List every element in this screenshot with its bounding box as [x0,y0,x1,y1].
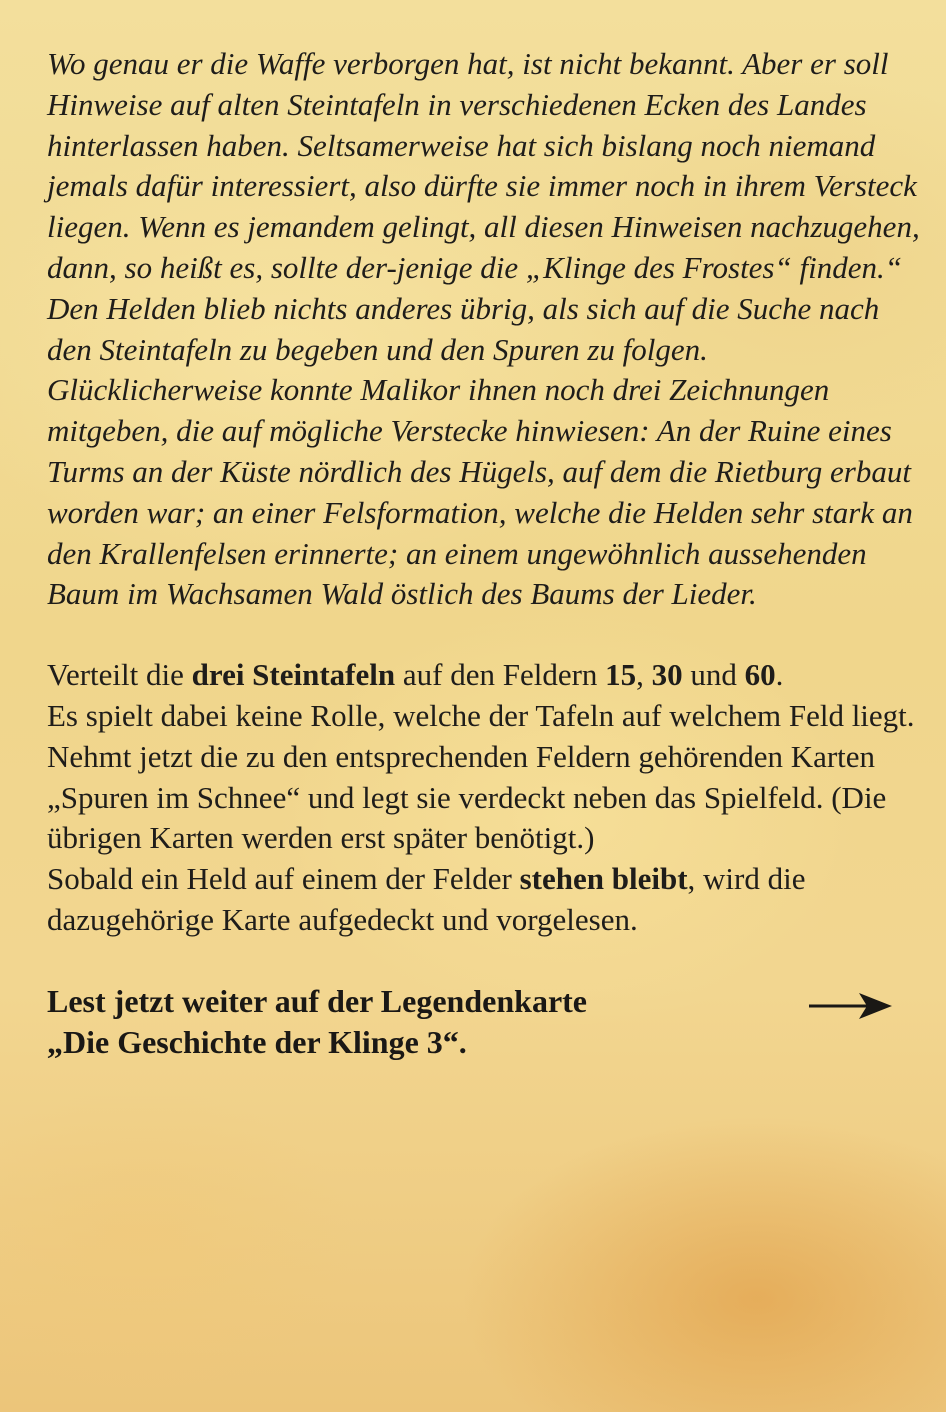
field-number: 30 [651,657,683,693]
cards-instruction: Nehmt jetzt die zu den entsprechenden Feldern gehörenden Karten „Spuren im Schnee“ und legt sie verdeckt neben das Spielfeld. (Die übrigen Karten werden erst später benötigt.) [47,738,887,856]
setup-prefix: Verteilt die [47,657,192,693]
story-paragraph: Den Helden blieb nichts anderes übrig, als sich auf die Suche nach den Steintafeln zu begeben und den Spuren zu folgen. Glücklicherweise konnte Malikor ihnen noch drei Zeichnungen mitgeben, die auf mögliche Verstecke hinwiesen: An der Ruine eines Turms an der Küste nördlich des Hügels, auf dem die Rietburg erbaut worden war; an einer Felsformation, welche die Helden sehr stark an den Krallenfelsen erinnerte; an einem ungewöhnlich aussehenden Baum im Wachsamen Wald östlich des Baums der Lieder. [47,290,913,612]
story-text [47,44,927,615]
separator: . [775,657,784,693]
continue-line: „Die Geschichte der Klinge 3“. [47,1023,467,1060]
field-number: 15 [605,657,637,693]
story-paragraph: Wo genau er die Waffe verborgen hat, ist nicht bekannt. Aber er soll Hinweise auf alten Steintafeln in verschiedenen Ecken des Landes hinterlassen haben. Seltsamerweise hat sich bislang noch niemand jemals dafür interessiert, also dürfte sie immer noch in ihrem Versteck liegen. Wenn es jemandem gelingt, all diesen Hinweisen nachzugehen, dann, so heißt es, sollte der-jenige die „Klinge des Frostes“ finden.“ [47,46,920,285]
setup-middle: auf den Feldern [395,657,606,693]
reveal-suffix: , wird die dazugehörige Karte aufgedeckt und vorgelesen. [47,861,806,937]
stone-tablets-highlight: drei Steintafeln [191,657,396,693]
continue-line: Lest jetzt weiter auf der Legendenkarte [47,982,587,1019]
arrow-right-icon [807,991,893,1021]
separator: und [682,657,745,693]
separator: , [636,657,652,693]
placement-note: Es spielt dabei keine Rolle, welche der Tafeln auf welchem Feld liegt. [47,697,915,733]
field-number: 60 [744,657,776,693]
continue-instruction [47,981,927,1063]
reveal-prefix: Sobald ein Held auf einem der Felder [47,861,520,897]
setup-instruction [47,655,927,696]
stop-highlight: stehen bleibt [519,861,688,897]
card-content [47,44,927,1063]
reveal-instruction [47,859,927,941]
rules-text [47,655,927,941]
